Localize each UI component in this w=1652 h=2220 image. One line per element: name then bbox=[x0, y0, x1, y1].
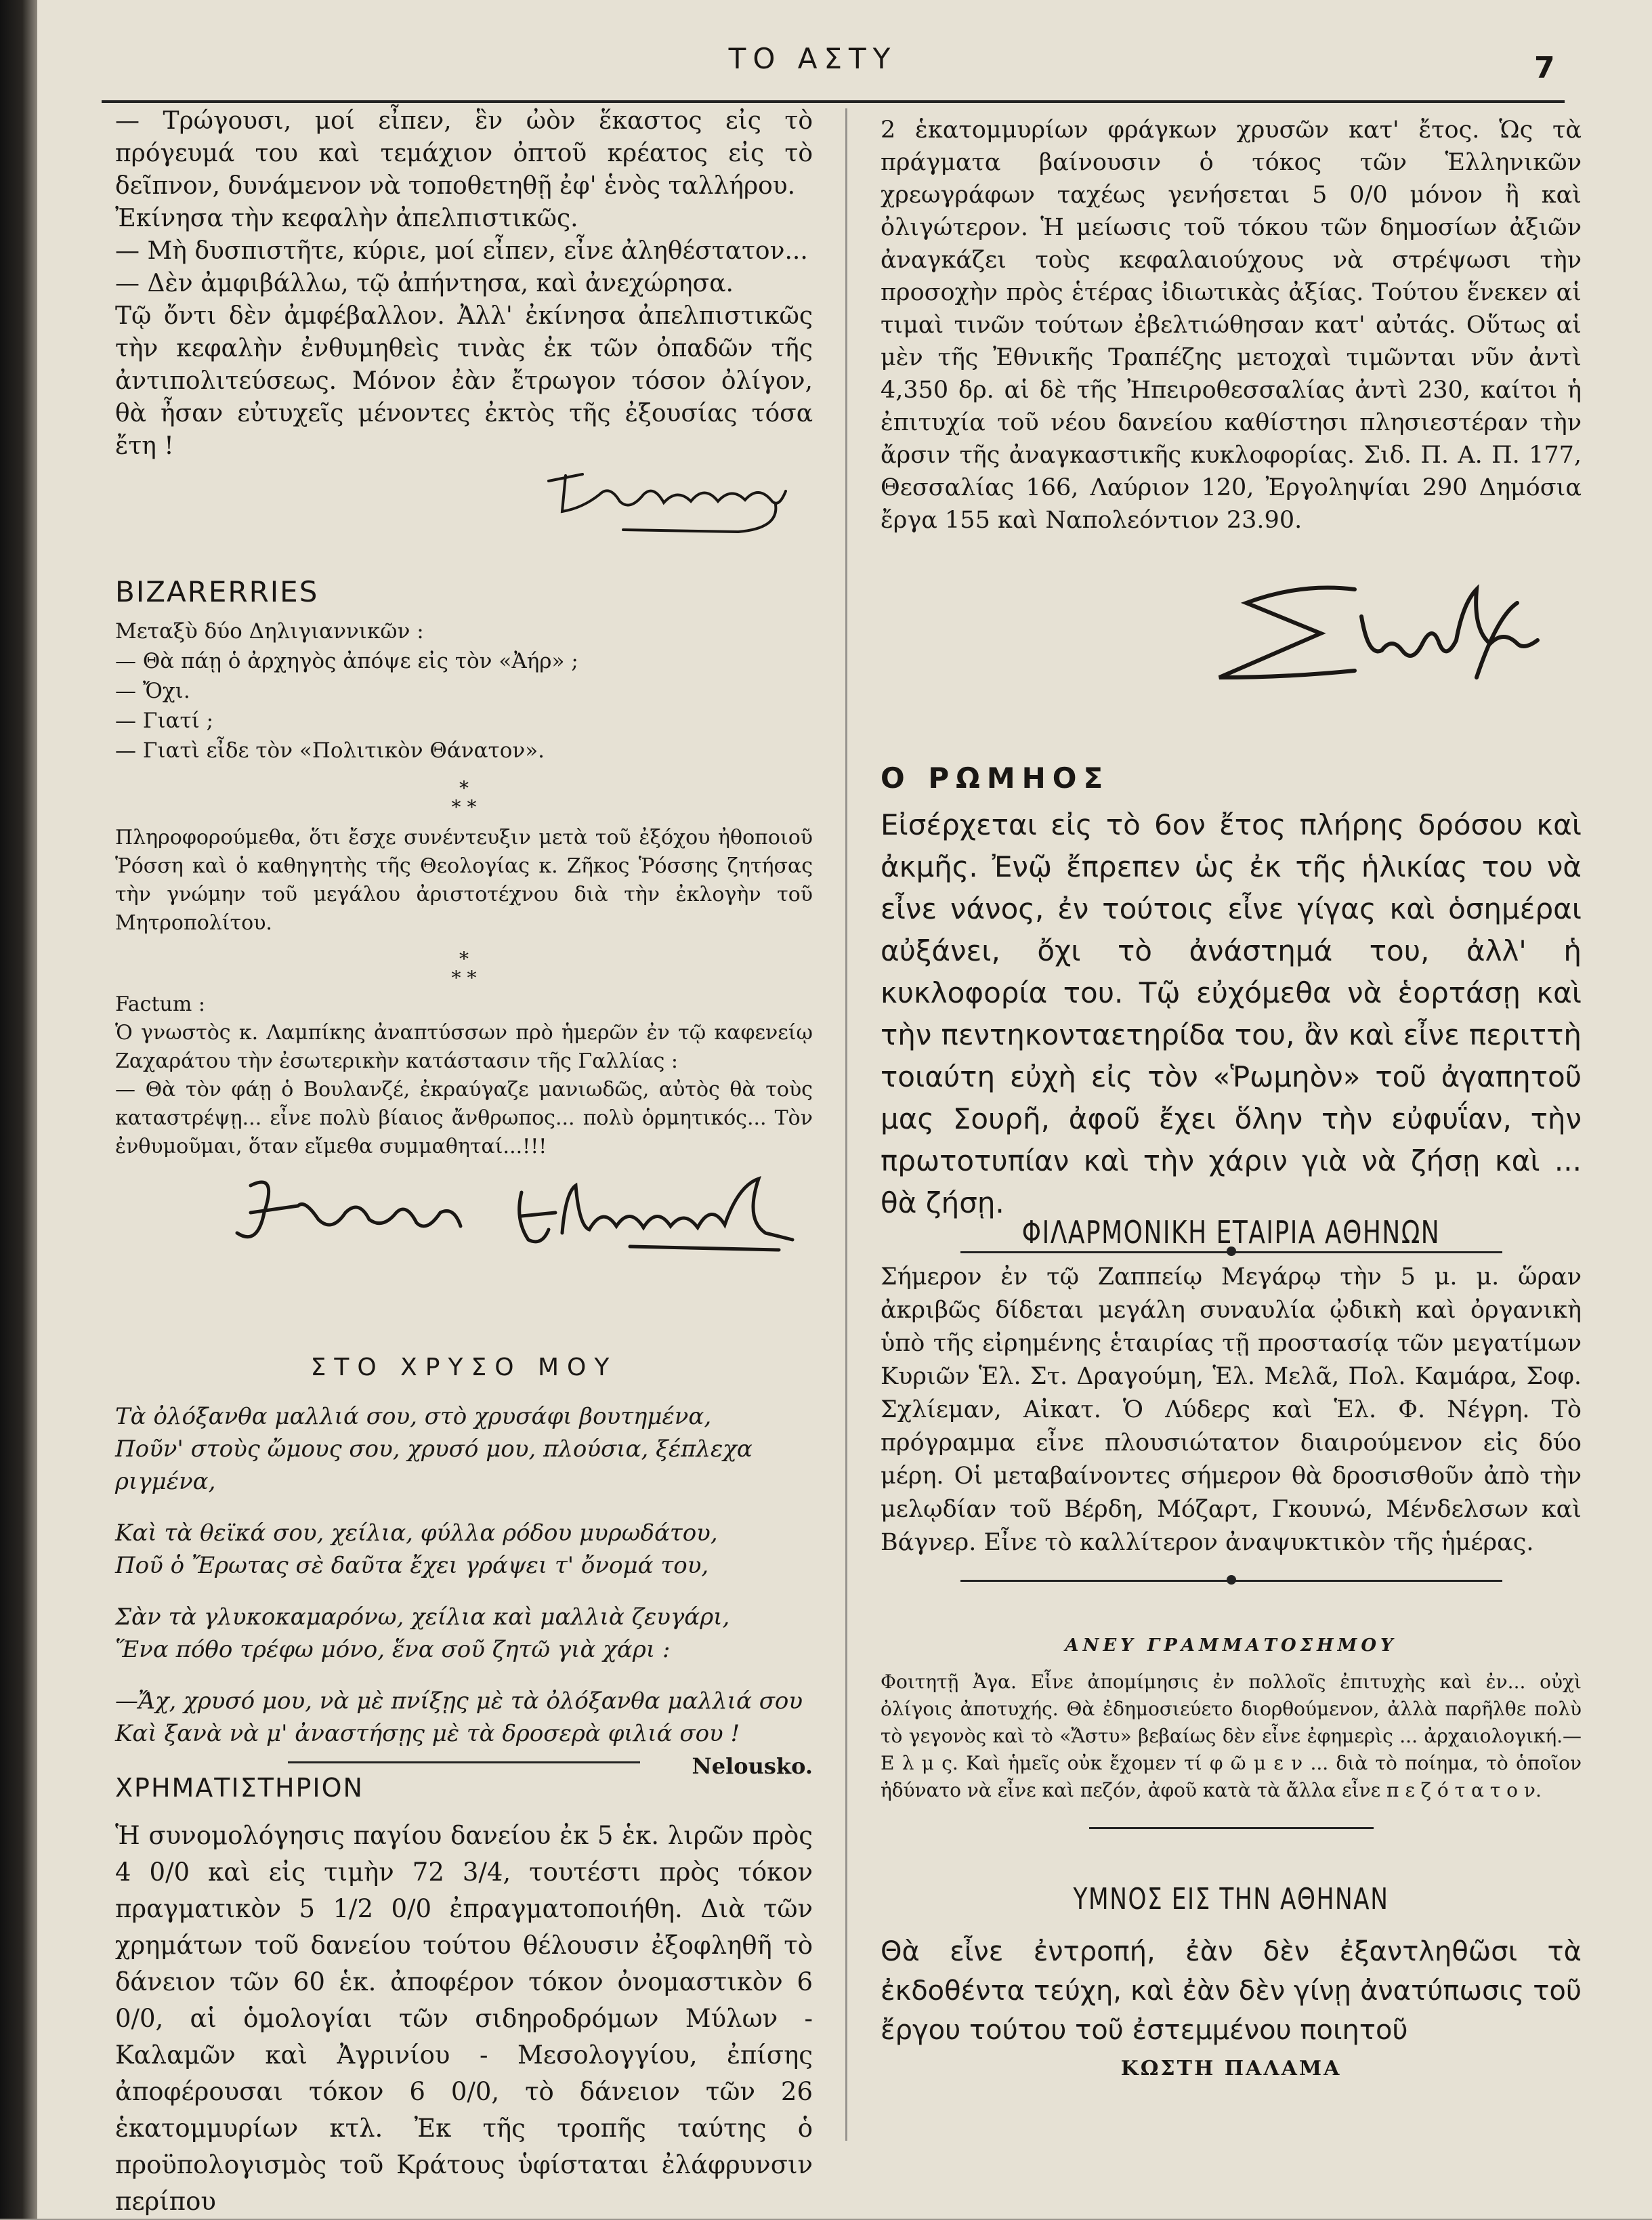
poem-stanza bbox=[115, 1601, 813, 1666]
section-rule bbox=[1089, 1827, 1374, 1829]
signature-isopanaus bbox=[535, 454, 820, 535]
no-stamp-title: ΑΝΕΥ ΓΡΑΜΜΑΤΟΣΗΜΟΥ bbox=[1065, 1635, 1397, 1656]
signature-francois-etienne bbox=[224, 1165, 806, 1267]
handwritten-signature-icon bbox=[1206, 576, 1558, 711]
poem-author: Nelousko. bbox=[692, 1753, 813, 1779]
poem-title: ΣΤΟ ΧΡΥΣΟ ΜΟΥ bbox=[310, 1354, 618, 1381]
hymn-paragraph: Θὰ εἶνε ἐντροπή, ἐὰν δὲν ἐξαντληθῶσι τὰ ἐκδοθέντα τεύχη, καὶ ἐὰν δὲν γίνῃ ἀνατύπωσις τοῦ ἔργου τούτου τοῦ ἐστεμμένου ποιητοῦ bbox=[881, 1936, 1582, 2046]
intro-paragraph: — Μὴ δυσπιστῆτε, κύριε, μοί εἶπεν, εἶνε ἀληθέστατον... bbox=[115, 237, 808, 265]
poem-line: Ποῦ ὁ Ἔρωτας σὲ δαῦτα ἔχει γράψει τ' ὄνομά του, bbox=[115, 1552, 709, 1579]
intro-paragraph: Τῷ ὄντι δὲν ἀμφέβαλλον. Ἀλλ' ἐκίνησα ἀπελπιστικῶς τὴν κεφαλὴν ἐνθυμηθεὶς τινὰς ἐκ τῶν ὀπαδῶν τῆς ἀντιπολιτεύσεως. Μόνον ἐὰν ἔτρωγον τόσον ὀλίγον, θὰ ἦσαν εὐτυχεῖς μένοντες ἐκτὸς τῆς ἐξουσίας τόσα ἔτη ! bbox=[115, 302, 813, 460]
philharmonic-title: ΦΙΛΑΡΜΟΝΙΚΗ ΕΤΑΙΡΙΑ ΑΘΗΝΩΝ bbox=[1021, 1214, 1441, 1251]
poem-section bbox=[115, 1352, 813, 1782]
romios-paragraph: Εἰσέρχεται εἰς τὸ 6ον ἔτος πλήρης δρόσου καὶ ἀκμῆς. Ἐνῷ ἔπρεπεν ὡς ἐκ τῆς ἡλικίας του νὰ εἶνε νάνος, ἐν τούτοις εἶνε γίγας καὶ ὁσημέραι αὐξάνει, ὄχι τὸ ἀνάστημά του, ἀλλ' ἡ κυκλοφορία του. Τῷ εὐχόμεθα νὰ ἑορτάσῃ καὶ τὴν πεντηκονταετηρίδα του, ἂν καὶ εἶνε περιττὴ τοιαύτη εὐχὴ εἰς τὸν «Ῥωμηὸν» τοῦ ἀγαπητοῦ μας Σουρῆ, ἀφοῦ ἔχει ὅλην τὴν εὐφυΐαν, τὴν πρωτοτυπίαν καὶ τὴν χάριν γιὰ νὰ ζήσῃ καὶ ... θὰ ζήσῃ. bbox=[881, 808, 1582, 1219]
intro-paragraph: — Τρώγουσι, μοί εἶπεν, ἓν ὠὸν ἕκαστος εἰς τὸ πρόγευμά του καὶ τεμάχιον ὀπτοῦ κρέατος εἰς τὸ δεῖπνον, δυνάμενον νὰ τοποθετηθῇ ἐφ' ἑνὸς ταλλήρου. bbox=[115, 107, 813, 200]
bizarreries-line: — Θὰ πάῃ ὁ ἀρχηγὸς ἀπόψε εἰς τὸν «Ἀήρ» ; bbox=[115, 649, 578, 673]
philharmonic-section bbox=[881, 1216, 1582, 1582]
handwritten-signature-icon bbox=[535, 454, 820, 535]
poem-line: Τὰ ὀλόξανθα μαλλιά σου, στὸ χρυσάφι βουτημένα, bbox=[115, 1403, 712, 1430]
news-paragraph: Πληροφορούμεθα, ὅτι ἔσχε συνέντευξιν μετὰ τοῦ ἐξόχου ἠθοποιοῦ Ῥόσση καὶ ὁ καθηγητὴς τῆς Θεολογίας κ. Ζῆκος Ῥόσσης ζητήσας τὴν γνώμην τοῦ μεγάλου ἀριστοτέχνου διὰ τὴν ἐκλογὴν τοῦ Μητροπολίτου. bbox=[115, 826, 813, 935]
poem-stanza bbox=[115, 1517, 813, 1582]
bizarreries-title: BIZARERRIES bbox=[115, 575, 319, 608]
hymn-title: ΥΜΝΟΣ ΕΙΣ ΤΗΝ ΑΘΗΝΑΝ bbox=[1073, 1882, 1389, 1917]
page-number: 7 bbox=[1534, 51, 1555, 85]
no-stamp-section bbox=[881, 1629, 1582, 1829]
bizarreries-section bbox=[115, 576, 813, 1161]
bizarreries-line: — Γιατὶ εἶδε τὸν «Πολιτικὸν Θάνατον». bbox=[115, 738, 545, 763]
handwritten-signature-icon bbox=[224, 1165, 806, 1267]
no-stamp-paragraph: Φοιτητῇ Ἀγα. Εἶνε ἀπομίμησις ἐν πολλοῖς ἐπιτυχὴς καὶ ἐν... οὐχὶ ὀλίγοις ἀποτυχής. Θὰ ἐδημοσιεύετο διορθούμενον, ἀλλὰ παρῆλθε πολὺ τὸ γεγονὸς καὶ τὸ «Ἄστυ» βεβαίως δὲν εἶνε ἐφημερὶς ... ἀρχαιολογική.—Ε λ μ ς. Καὶ ἡμεῖς οὐκ ἔχομεν τί φ ῶ μ ε ν ... διὰ τὸ ποίημα, τὸ ὁποῖον ἠδύνατο νὰ εἶνε καὶ πεζόν, ἀφοῦ κατὰ τὰ ἄλλα εἶνε π ε ζ ό τ α τ ο ν. bbox=[881, 1671, 1582, 1801]
intro-paragraph: Ἐκίνησα τὴν κεφαλὴν ἀπελπιστικῶς. bbox=[115, 205, 578, 232]
poem-line: Καὶ ξανὰ νὰ μ' ἀναστήσῃς μὲ τὰ δροσερὰ φιλιά σου ! bbox=[115, 1720, 740, 1747]
section-rule bbox=[960, 1580, 1502, 1582]
rule-ornament-icon bbox=[1227, 1575, 1236, 1585]
poem-line: —Ἄχ, χρυσό μου, νὰ μὲ πνίξῃς μὲ τὰ ὀλόξανθα μαλλιά σου bbox=[115, 1688, 803, 1715]
exchange-section bbox=[115, 1761, 813, 2220]
hymn-section bbox=[881, 1883, 1582, 2085]
poem-stanza bbox=[115, 1400, 813, 1498]
column-divider bbox=[845, 108, 847, 2141]
hymn-author: ΚΩΣΤΗ ΠΑΛΑΜΑ bbox=[1120, 2057, 1342, 2080]
romios-section bbox=[881, 762, 1582, 1253]
exchange-title: ΧΡΗΜΑΤΙΣΤΗΡΙΟΝ bbox=[115, 1773, 364, 1803]
poem-line: Καὶ τὰ θεϊκά σου, χείλια, φύλλα ρόδου μυρωδάτου, bbox=[115, 1520, 718, 1547]
exchange-paragraph: Ἡ συνομολόγησις παγίου δανείου ἐκ 5 ἑκ. λιρῶν πρὸς 4 0/0 καὶ εἰς τιμὴν 72 3/4, τουτέστι πρὸς τόκον πραγματικὸν 5 1/2 0/0 ἐπραγματοποιήθη. Διὰ τῶν χρημάτων τοῦ δανείου τούτου θέλουσιν ἐξοφληθῆ τὸ δάνειον τῶν 60 ἑκ. ἀποφέρον τόκον ὀνομαστικὸν 6 0/0, αἱ ὁμολογίαι τῶν σιδηροδρόμων Μύλων - Καλαμῶν καὶ Ἀγρινίου - Μεσολογγίου, ἐπίσης ἀποφέρουσαι τόκον 6 0/0, τὸ δάνειον τῶν 26 ἑκατομμυρίων κτλ. Ἐκ τῆς τροπῆς ταύτης ὁ προϋπολογισμὸς τοῦ Κράτους ὑφίσταται ἐλάφρυνσιν περίπου bbox=[115, 1821, 813, 2216]
poem-line: Ποῦν' στοὺς ὤμους σου, χρυσό μου, πλούσια, ξέπλεχα ριγμένα, bbox=[115, 1436, 753, 1495]
newspaper-title: ΤΟ ΑΣΤΥ bbox=[728, 42, 897, 75]
section-rule bbox=[288, 1761, 640, 1763]
header-rule bbox=[102, 100, 1565, 103]
exchange-continued-paragraph: 2 ἑκατομμυρίων φράγκων χρυσῶν κατ' ἔτος. Ὡς τὰ πράγματα βαίνουσιν ὁ τόκος τῶν Ἑλληνικῶν χρεωγράφων ταχέως γενήσεται 5 0/0 μόνον ἢ καὶ ὀλιγώτερον. Ἡ μείωσις τοῦ τόκου τῶν δημοσίων ἀξιῶν ἀναγκάζει τοὺς κεφαλαιούχους νὰ στρέψωσι τὴν προσοχὴν πρὸς ἑτέρας ἰδιωτικὰς ἀξίας. Τούτου ἕνεκεν αἱ τιμαὶ τινῶν τούτων ἐβελτιώθησαν κατ' αὐτάς. Οὕτως αἱ μὲν τῆς Ἐθνικῆς Τραπέζης μετοχαὶ τιμῶνται νῦν ἀντὶ 4,350 δρ. αἱ δὲ τῆς Ἠπειροθεσσαλίας ἀντὶ 230, καίτοι ἡ ἐπιτυχία τοῦ νέου δανείου καθίστησι πλησιεστέραν τὴν ἄρσιν τῆς ἀναγκαστικῆς κυκλοφορίας. Σιδ. Π. Α. Π. 177, Θεσσαλίας 166, Λαύριον 120, Ἐργοληψίαι 290 Δημόσια ἔργα 155 καὶ Ναπολεόντιον 23.90. bbox=[881, 117, 1582, 534]
philharmonic-paragraph: Σήμερον ἐν τῷ Ζαππείῳ Μεγάρῳ τὴν 5 μ. μ. ὥραν ἀκριβῶς δίδεται μεγάλη συναυλία ᾠδικὴ καὶ ὀργανικὴ ὑπὸ τῆς εἰρημένης ἑταιρίας τῇ προστασίᾳ τῶν μεγατίμων Κυριῶν Ἑλ. Στ. Δραγούμη, Ἑλ. Μελᾶ, Πολ. Καμάρα, Σοφ. Σχλίεμαν, Αἰκατ. Ὁ Λύδερς καὶ Ἑλ. Φ. Νέγρη. Τὸ πρόγραμμα εἶνε πλουσιώτατον διαιρούμενον εἰς δύο μέρη. Οἱ μεταβαίνοντες σήμερον θὰ δροσισθοῦν ἀπὸ τὴν μελῳδίαν τοῦ Βέρδη, Μόζαρτ, Γκουνώ, Μένδελσων καὶ Βάγνερ. Εἶνε τὸ καλλίτερον ἀναψυκτικὸν τῆς ἡμέρας. bbox=[881, 1263, 1582, 1556]
right-column bbox=[881, 114, 1582, 537]
intro-paragraph: — Δὲν ἀμφιβάλλω, τῷ ἀπήντησα, καὶ ἀνεχώρησα. bbox=[115, 270, 734, 297]
asterism-icon: * * * bbox=[451, 777, 477, 818]
poem-line: Σὰν τὰ γλυκοκαμαρόνω, χείλια καὶ μαλλιὰ ζευγάρι, bbox=[115, 1604, 730, 1631]
romios-title: Ο ΡΩΜΗΟΣ bbox=[881, 761, 1110, 795]
asterism-icon: * * * bbox=[451, 948, 477, 989]
left-column bbox=[115, 105, 813, 463]
factum-paragraph: Ὁ γνωστὸς κ. Λαμπίκης ἀναπτύσσων πρὸ ἡμερῶν ἐν τῷ καφενείῳ Ζαχαράτου τὴν ἐσωτερικὴν κατάστασιν τῆς Γαλλίας : bbox=[115, 1021, 813, 1073]
factum-paragraph: — Θὰ τὸν φάῃ ὁ Βουλανζέ, ἐκραύγαζε μανιωδῶς, αὐτὸς θὰ τοὺς καταστρέψῃ... εἶνε πολὺ βίαιος ἄνθρωπος... πολὺ ὁρμητικός... Τὸν ἐνθυμοῦμαι, ὅταν εἴμεθα συμμαθηταί...!!! bbox=[115, 1078, 813, 1158]
signature-spylou bbox=[1206, 576, 1558, 711]
factum-label: Factum : bbox=[115, 992, 205, 1016]
page-binding-edge bbox=[0, 0, 37, 2219]
bizarreries-line: — Ὄχι. bbox=[115, 679, 190, 703]
bizarreries-line: — Γιατί ; bbox=[115, 709, 214, 733]
poem-stanza bbox=[115, 1685, 813, 1750]
poem-line: Ἕνα πόθο τρέφω μόνο, ἕνα σοῦ ζητῶ γιὰ χάρι : bbox=[115, 1636, 671, 1663]
bizarreries-line: Μεταξὺ δύο Δηλιγιαννικῶν : bbox=[115, 619, 424, 644]
